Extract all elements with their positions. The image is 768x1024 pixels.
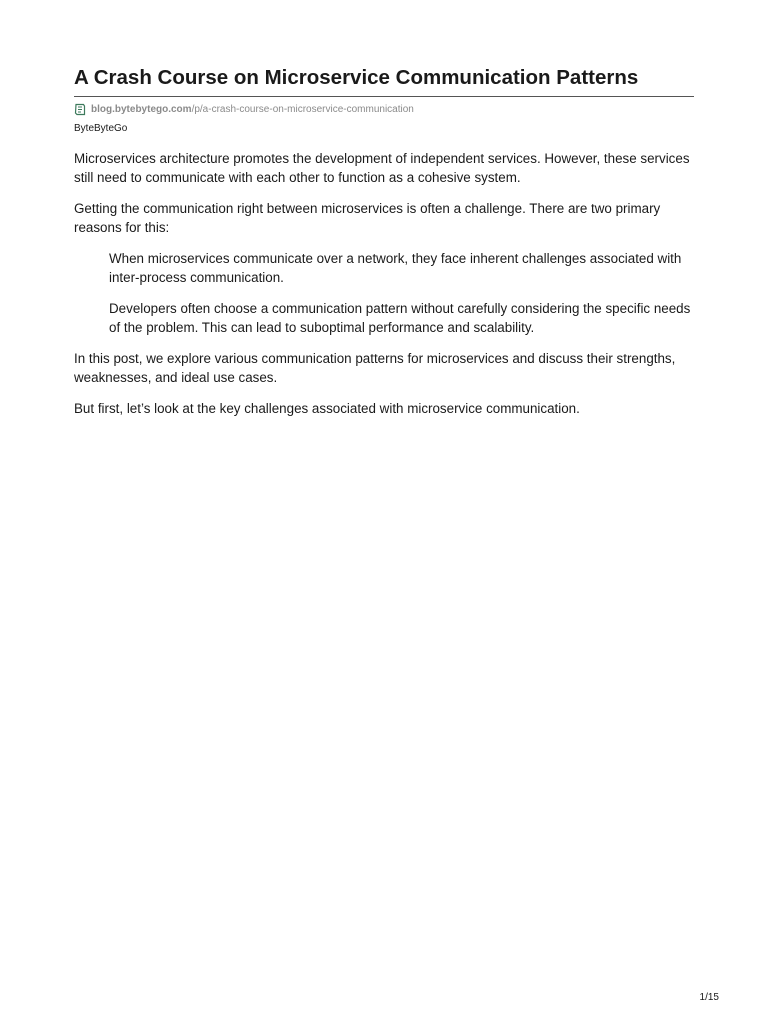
- quoted-paragraph: Developers often choose a communication pattern without carefully considering the specific needs of the problem. This can lead to suboptimal performance and scalability.: [109, 301, 691, 335]
- favicon-icon: [74, 103, 86, 116]
- paragraph: But first, let’s look at the key challenges associated with microservice communication.: [74, 401, 580, 416]
- page-number: 1/15: [699, 992, 719, 1003]
- source-path: /p/a-crash-course-on-microservice-communication: [191, 103, 414, 115]
- source-link[interactable]: [74, 101, 414, 117]
- page-title: A Crash Course on Microservice Communication Patterns: [74, 66, 639, 89]
- paragraph: In this post, we explore various communication patterns for microservices and discuss their strengths, weaknesses, and ideal use cases.: [74, 351, 676, 385]
- article-body: [74, 149, 694, 430]
- title-divider: [74, 96, 694, 97]
- source-domain: blog.bytebytego.com: [91, 103, 192, 115]
- quoted-paragraph: When microservices communicate over a network, they face inherent challenges associated with inter-process communication.: [109, 251, 682, 285]
- paragraph: Microservices architecture promotes the development of independent services. However, these services still need to communicate with each other to function as a cohesive system.: [74, 151, 690, 185]
- paragraph: Getting the communication right between microservices is often a challenge. There are two primary reasons for this:: [74, 201, 661, 235]
- author-name: ByteByteGo: [74, 123, 128, 134]
